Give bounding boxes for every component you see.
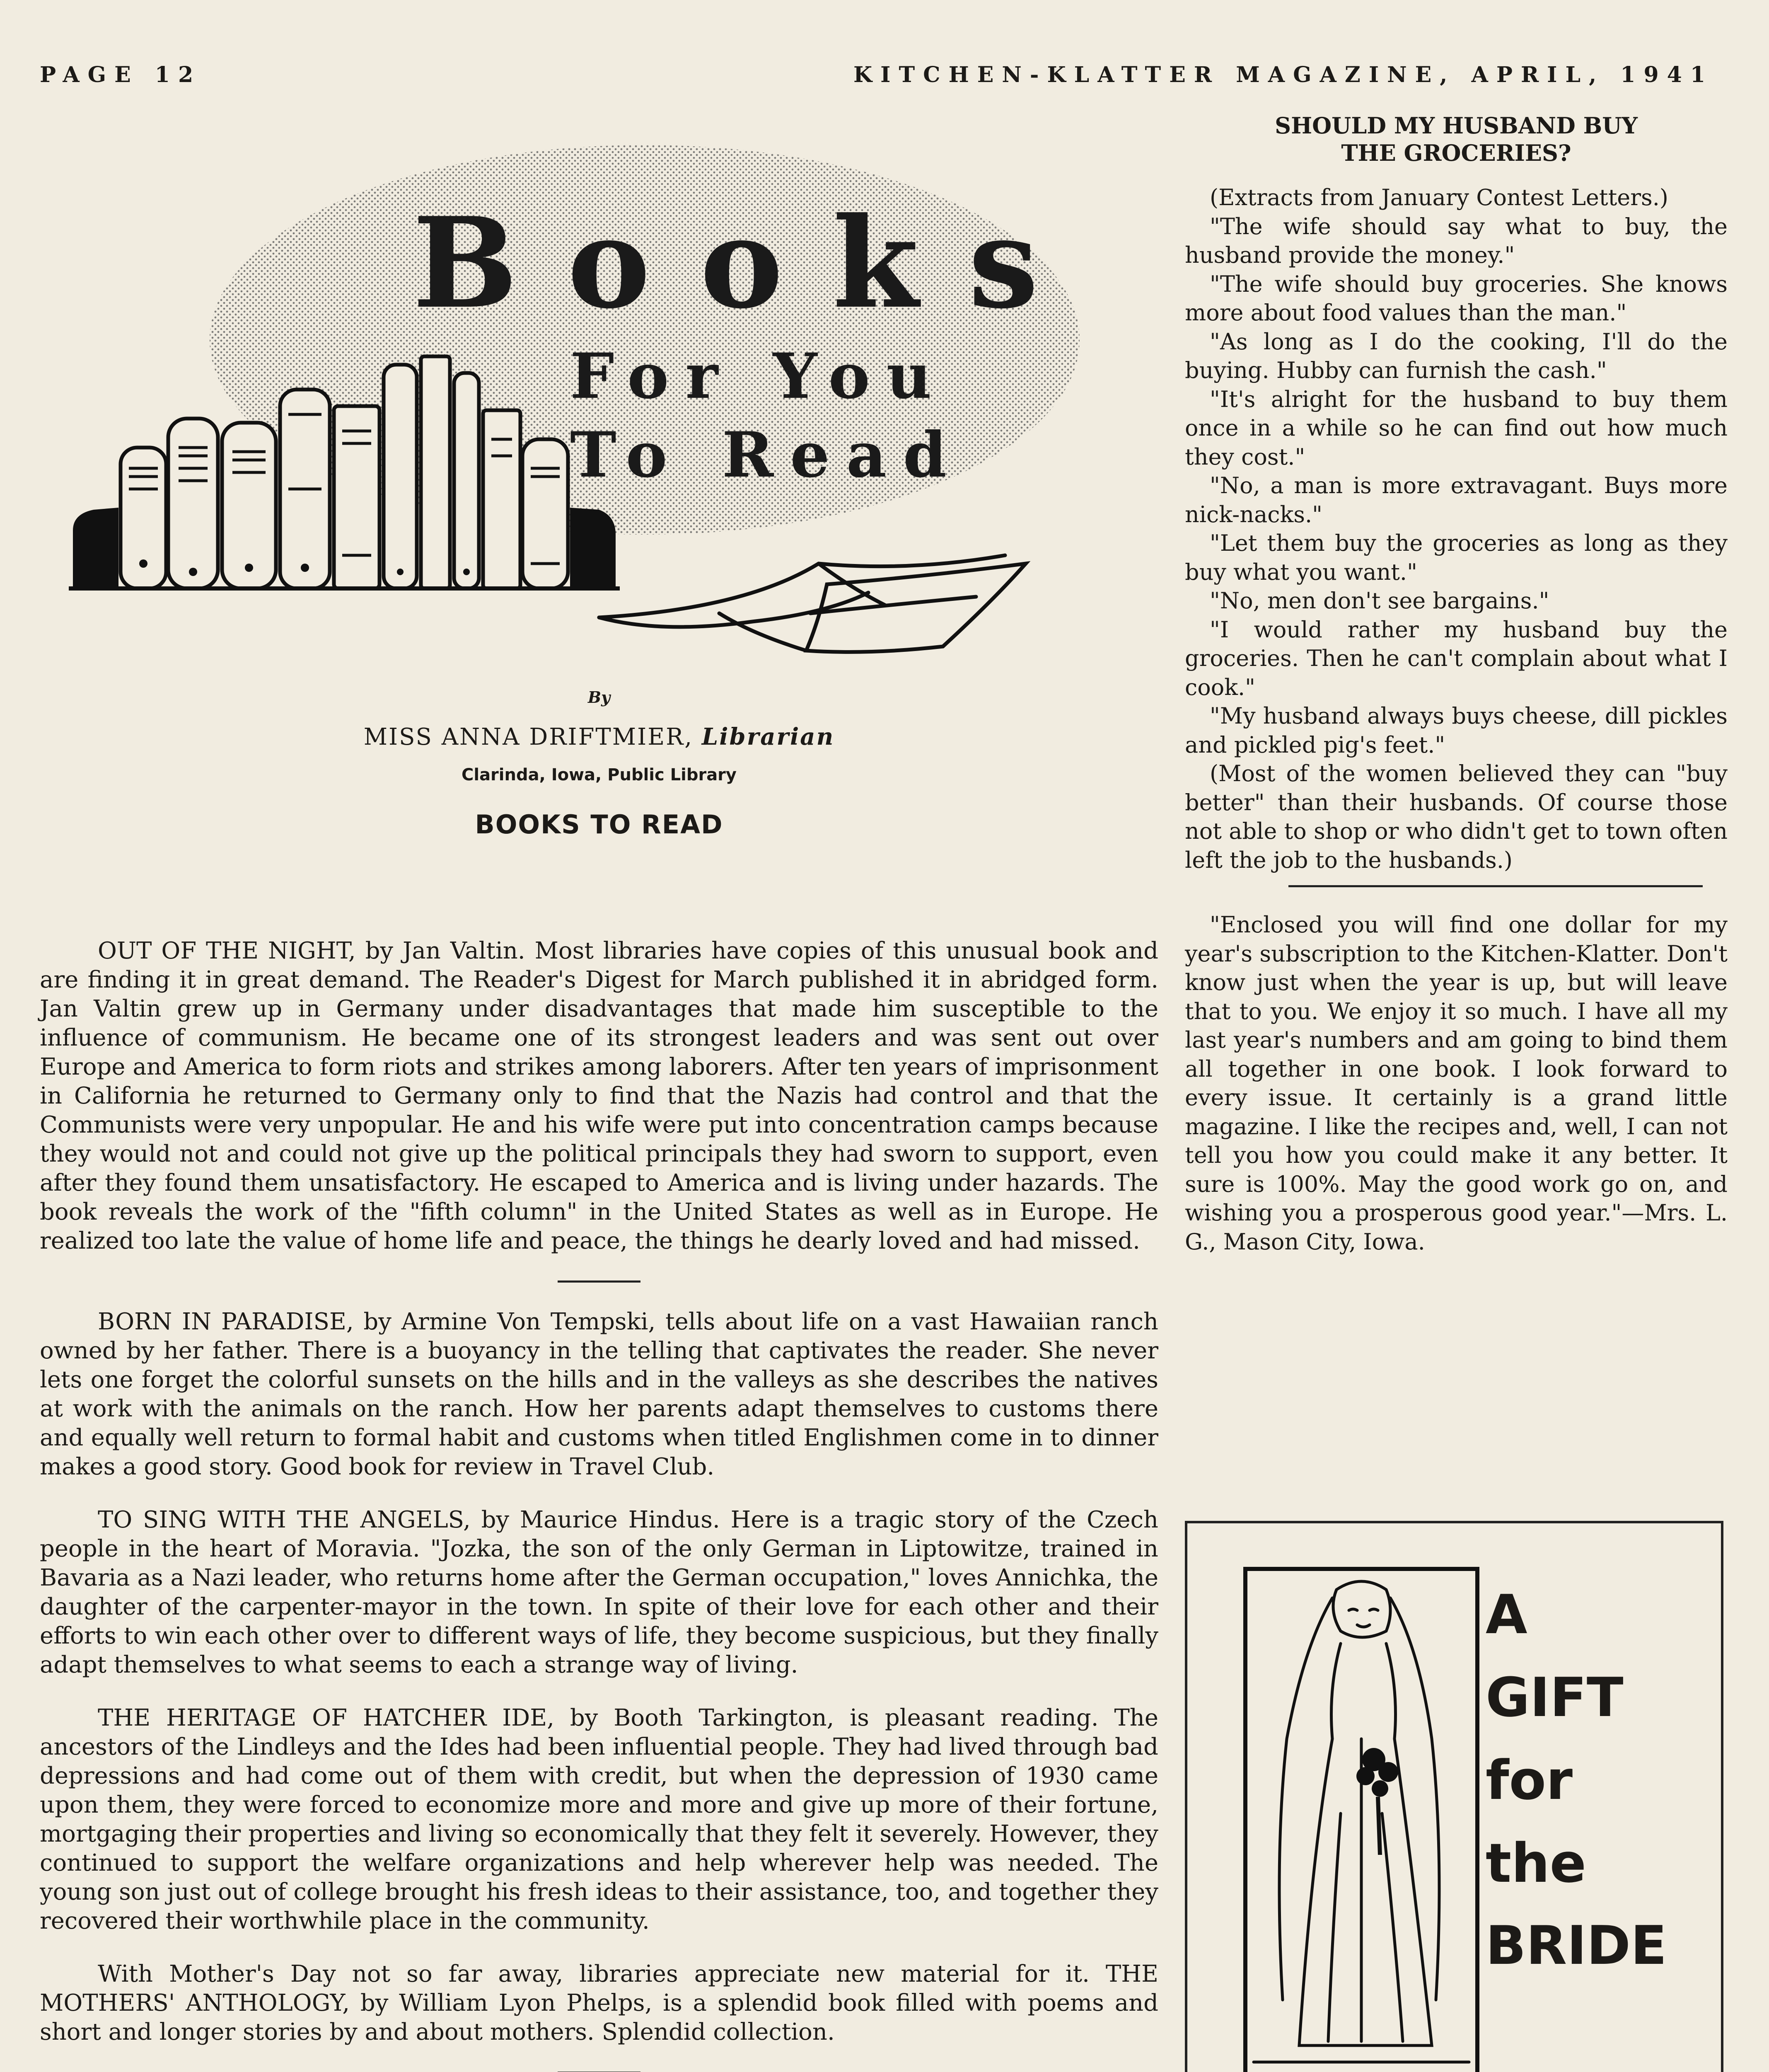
review-paragraph: TO SING WITH THE ANGELS, by Maurice Hindus. Here is a tragic story of the Czech people in the heart of Moravia. "Jozka, the son of the only German in Liptowitze, trained in Bavaria as a Nazi leader, who returns home after the German occupation," loves Annichka, the daughter of the carpenter-mayor in the town. In spite of their love for each other and their efforts to win each other over to different ways of life, they become suspicious, but they finally adapt themselves to what seems to each a strange way of living. xyxy=(40,1506,1158,1678)
page-number: PAGE 12 xyxy=(40,62,202,87)
review-paragraph: THE HERITAGE OF HATCHER IDE, by Booth Tarkington, is pleasant reading. The ancestors of the Lindleys and the Ides had been influential people. They had lived through bad depressions and had come out of them with credit, but when the depression of 1930 came upon them, they were forced to economize more and more and give up more of their fortune, mortgaging their properties and living so economically that they felt it severely. However, they continued to support the welfare organizations and help wherever help was needed. The young son just out of college brought his fresh ideas to their assistance, too, and together they recovered their worthwhile place in the community. xyxy=(40,1704,1158,1934)
book-reviews xyxy=(40,937,1158,2072)
gift-word: A xyxy=(1486,1583,1527,1646)
gift-word: GIFT xyxy=(1486,1666,1624,1729)
contest-quote: "It's alright for the husband to buy them once in a while so he can find out how much they cost." xyxy=(1185,386,1728,470)
contest-quote: "Let them buy the groceries as long as they buy what you want." xyxy=(1185,530,1728,585)
contest-intro: (Extracts from January Contest Letters.) xyxy=(1210,184,1668,211)
bride-illustration xyxy=(1237,1565,1502,2072)
section-heading: BOOKS TO READ xyxy=(475,809,723,840)
gift-word: BRIDE xyxy=(1486,1915,1667,1977)
books-illustration xyxy=(40,124,1158,663)
gift-advertisement xyxy=(1185,1521,1723,2072)
contest-letters xyxy=(1185,183,1728,1256)
contest-summary: (Most of the women believed they can "buy better" than their husbands. Of course those not able to shop or who didn't get to town often left the job to the husbands.) xyxy=(1185,760,1728,873)
bookend-left xyxy=(73,508,118,588)
masthead-subtitle-1: For You xyxy=(570,340,948,413)
books-masthead xyxy=(40,124,1158,663)
divider-rule xyxy=(558,1280,640,1283)
gift-word: the xyxy=(1486,1832,1586,1895)
contest-quote: "No, men don't see bargains." xyxy=(1210,588,1549,614)
contest-quote: "The wife should say what to buy, the husband provide the money." xyxy=(1185,213,1728,268)
author-affiliation: Clarinda, Iowa, Public Library xyxy=(462,765,737,784)
contest-quote: "I would rather my husband buy the groceries. Then he can't complain about what I cook." xyxy=(1185,616,1728,700)
gift-headline xyxy=(1486,1573,1718,1987)
books-column xyxy=(40,124,1158,2072)
contest-title-line-1: SHOULD MY HUSBAND BUY xyxy=(1275,112,1638,139)
review-paragraph: With Mother's Day not so far away, libraries appreciate new material for it. THE MOTHERS' ANTHOLOGY, by William Lyon Phelps, is a splendid book filled with poems and short and longer stories by and about mothers. Splendid collection. xyxy=(40,1961,1158,2045)
byline-author-line xyxy=(40,723,1158,750)
contest-quote: "The wife should buy groceries. She knows more about food values than the man." xyxy=(1185,271,1728,326)
review-paragraph: OUT OF THE NIGHT, by Jan Valtin. Most libraries have copies of this unusual book and are finding it in great demand. The Reader's Digest for March published it in abridged form. Jan Valtin grew up in Germany under disadvantages that made him susceptible to the influence of communism. He became one of its strongest leaders and was sent out over Europe and America to form riots and strikes among laborers. After ten years of imprisonment in California he returned to Germany only to find that the Nazis had control and that the Communists were very unpopular. He and his wife were put into concentration camps because they would not and could not give up the political principals they had sworn to support, even after they found them unsatisfactory. He escaped to America and is living under hazards. The book reveals the work of the "fifth column" in the United States as well as in Europe. He realized too late the value of home life and peace, the things he dearly loved and had missed. xyxy=(40,937,1158,1254)
right-column xyxy=(1185,112,1728,2072)
contest-quote: "My husband always buys cheese, dill pickles and pickled pig's feet." xyxy=(1185,703,1728,758)
review-paragraph: BORN IN PARADISE, by Armine Von Tempski, tells about life on a vast Hawaiian ranch owned by her father. There is a buoyancy in the telling that captivates the reader. She never lets one forget the colorful sunsets on the hills and in the valleys as she describes the natives at work with the animals on the ranch. How her parents adapt themselves to customs there and equally well return to formal habit and customs when titled Englishmen come in to dinner makes a good story. Good book for review in Travel Club. xyxy=(40,1308,1158,1480)
bookend-right xyxy=(570,508,616,588)
contest-title xyxy=(1185,112,1728,167)
byline-block xyxy=(40,688,1158,840)
masthead-title: Books xyxy=(413,190,1088,336)
byline-by: By xyxy=(587,688,611,707)
contest-quote: "As long as I do the cooking, I'll do the buying. Hubby can furnish the cash." xyxy=(1185,328,1728,383)
masthead-subtitle-2: To Read xyxy=(570,419,963,491)
reader-letter: "Enclosed you will find one dollar for my year's subscription to the Kitchen-Klatter. Don't know just when the year is up, but will leave that to you. We enjoy it so much. I have all my last year's numbers and am going to bind them all together in one book. I look forward to every issue. It certainly is a grand little magazine. I like the recipes and, well, I can not tell you how you could make it any better. It sure is 100%. May the good work go on, and wishing you a prosperous good year."—Mrs. L. G., Mason City, Iowa. xyxy=(1185,912,1728,1255)
author-name: MISS ANNA DRIFTMIER, xyxy=(363,724,694,750)
author-role: Librarian xyxy=(701,723,835,750)
gift-word: for xyxy=(1486,1749,1573,1812)
divider-rule xyxy=(1288,885,1703,887)
contest-title-line-2: THE GROCERIES? xyxy=(1341,140,1571,166)
contest-quote: "No, a man is more extravagant. Buys more nick-nacks." xyxy=(1185,472,1728,528)
open-book-drawing xyxy=(599,555,1026,652)
page-header xyxy=(40,62,1713,95)
magazine-dateline: KITCHEN-KLATTER MAGAZINE, APRIL, 1941 xyxy=(853,62,1713,87)
